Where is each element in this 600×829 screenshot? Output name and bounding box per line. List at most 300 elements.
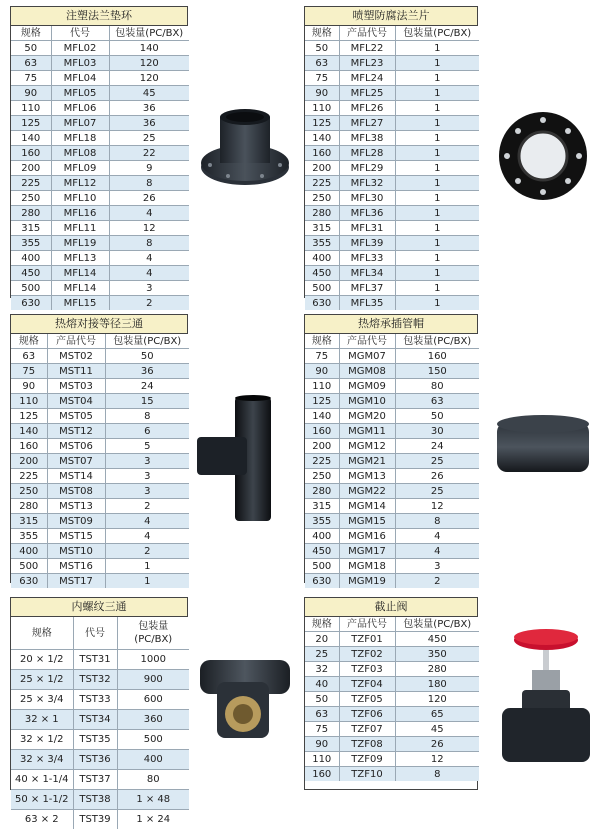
table-cell: 12	[395, 752, 479, 767]
table-cell: 125	[11, 409, 47, 424]
table-cell: 32 × 1/2	[11, 730, 73, 750]
table-row	[305, 484, 479, 499]
table-cell: MGM07	[339, 349, 395, 364]
table-cell: 75	[305, 71, 339, 86]
table-cell: 32 × 1	[11, 710, 73, 730]
spec-table	[305, 26, 479, 310]
table-cell: MFL16	[51, 206, 109, 221]
table-cell: MGM09	[339, 379, 395, 394]
column-header: 规格	[11, 617, 73, 650]
column-header: 规格	[305, 334, 339, 349]
section-title: 内螺纹三通	[11, 598, 187, 617]
table-cell: 45	[109, 86, 189, 101]
table-row	[305, 349, 479, 364]
table-cell: MFL35	[339, 296, 395, 311]
table-cell: TZF03	[339, 662, 395, 677]
table-row	[11, 514, 189, 529]
table-row	[305, 574, 479, 589]
table-cell: 225	[11, 469, 47, 484]
table-row	[305, 544, 479, 559]
table-cell: 3	[395, 559, 479, 574]
table-cell: 32 × 3/4	[11, 750, 73, 770]
table-cell: MFL03	[51, 56, 109, 71]
table-cell: 50	[105, 349, 189, 364]
table-cell: MFL25	[339, 86, 395, 101]
spec-table	[11, 26, 189, 310]
table-cell: 250	[11, 484, 47, 499]
table-cell: 12	[395, 499, 479, 514]
table-cell: 400	[305, 251, 339, 266]
table-cell: 250	[305, 191, 339, 206]
table-cell: MFL26	[339, 101, 395, 116]
table-row	[305, 514, 479, 529]
table-cell: 4	[395, 529, 479, 544]
section-title: 热熔承插管帽	[305, 315, 477, 334]
table-cell: 160	[305, 146, 339, 161]
table-row	[305, 529, 479, 544]
table-cell: TZF08	[339, 737, 395, 752]
table-cell: 600	[117, 690, 189, 710]
table-cell: 1	[395, 206, 479, 221]
table-cell: 20 × 1/2	[11, 650, 73, 670]
column-header: 代号	[51, 26, 109, 41]
table-cell: MFL10	[51, 191, 109, 206]
table-cell: 36	[105, 364, 189, 379]
table-cell: TST37	[73, 770, 117, 790]
table-cell: 36	[109, 101, 189, 116]
table-row	[11, 41, 189, 56]
table-cell: MFL18	[51, 131, 109, 146]
table-cell: MFL02	[51, 41, 109, 56]
table-cell: MGM18	[339, 559, 395, 574]
table-cell: 500	[117, 730, 189, 750]
table-cell: TST33	[73, 690, 117, 710]
column-header: 包装量(PC/BX)	[109, 26, 189, 41]
table-coated-flange	[304, 6, 478, 298]
table-cell: 75	[11, 364, 47, 379]
table-cell: MST06	[47, 439, 105, 454]
table-cell: 200	[11, 454, 47, 469]
table-cell: 30	[395, 424, 479, 439]
table-cell: 1000	[117, 650, 189, 670]
table-cell: 225	[11, 176, 51, 191]
table-row	[305, 221, 479, 236]
column-header: 包装量(PC/BX)	[395, 26, 479, 41]
table-cell: 1	[395, 191, 479, 206]
table-cell: 63	[11, 56, 51, 71]
flange-ring-photo	[198, 105, 293, 200]
table-cell: 25	[109, 131, 189, 146]
table-row	[305, 86, 479, 101]
table-cell: 25 × 1/2	[11, 670, 73, 690]
table-cell: 200	[305, 439, 339, 454]
table-cell: 280	[11, 499, 47, 514]
table-cell: 8	[109, 236, 189, 251]
table-row	[305, 454, 479, 469]
table-cell: MST08	[47, 484, 105, 499]
table-cell: MFL30	[339, 191, 395, 206]
table-cell: 280	[11, 206, 51, 221]
table-cell: 200	[11, 161, 51, 176]
table-cell: 5	[105, 439, 189, 454]
table-row	[305, 692, 479, 707]
table-cell: 1	[395, 116, 479, 131]
table-header-row	[305, 334, 479, 349]
table-cell: 225	[305, 454, 339, 469]
table-row	[305, 101, 479, 116]
table-row	[11, 221, 189, 236]
table-cell: 450	[11, 266, 51, 281]
table-row	[11, 296, 189, 311]
table-cell: 80	[117, 770, 189, 790]
table-cell: 200	[305, 161, 339, 176]
column-header: 产品代号	[339, 617, 395, 632]
table-cell: 2	[395, 574, 479, 589]
table-cell: MFL27	[339, 116, 395, 131]
table-cell: 3	[105, 469, 189, 484]
table-cell: 140	[305, 409, 339, 424]
table-row	[11, 191, 189, 206]
table-cell: 50	[305, 692, 339, 707]
table-cell: 160	[11, 146, 51, 161]
table-cell: MFL11	[51, 221, 109, 236]
table-cell: 63	[305, 707, 339, 722]
table-row	[11, 559, 189, 574]
table-cell: 110	[305, 379, 339, 394]
table-cell: MST11	[47, 364, 105, 379]
table-cell: 90	[11, 379, 47, 394]
table-row	[305, 379, 479, 394]
table-cell: MST03	[47, 379, 105, 394]
column-header: 代号	[73, 617, 117, 650]
table-row	[11, 176, 189, 191]
table-cell: 630	[11, 296, 51, 311]
table-cell: MFL28	[339, 146, 395, 161]
table-cell: TZF09	[339, 752, 395, 767]
table-cell: MFL31	[339, 221, 395, 236]
table-row	[305, 206, 479, 221]
table-header-row	[11, 26, 189, 41]
table-cell: 26	[395, 737, 479, 752]
table-row	[11, 770, 189, 790]
table-stop-valve	[304, 597, 478, 790]
table-cell: 50	[305, 41, 339, 56]
table-cell: 120	[395, 692, 479, 707]
table-cell: MST10	[47, 544, 105, 559]
table-cell: 500	[11, 559, 47, 574]
table-row	[11, 650, 189, 670]
table-cell: 8	[395, 514, 479, 529]
table-cell: 125	[305, 394, 339, 409]
table-row	[305, 116, 479, 131]
table-row	[11, 710, 189, 730]
section-title: 截止阀	[305, 598, 477, 617]
table-cell: 12	[109, 221, 189, 236]
table-row	[305, 251, 479, 266]
table-cell: 400	[117, 750, 189, 770]
table-cell: 360	[117, 710, 189, 730]
table-cell: 400	[11, 544, 47, 559]
table-cell: 45	[395, 722, 479, 737]
table-cell: TZF10	[339, 767, 395, 782]
table-row	[11, 439, 189, 454]
table-cell: 120	[109, 71, 189, 86]
table-cell: TZF04	[339, 677, 395, 692]
table-cell: 1	[395, 266, 479, 281]
table-cell: MFL15	[51, 296, 109, 311]
table-header-row	[305, 26, 479, 41]
table-cell: MGM22	[339, 484, 395, 499]
table-cell: MGM12	[339, 439, 395, 454]
table-row	[11, 454, 189, 469]
table-cell: MFL39	[339, 236, 395, 251]
table-cell: MGM13	[339, 469, 395, 484]
table-row	[11, 251, 189, 266]
table-cell: MST09	[47, 514, 105, 529]
table-butt-fusion-tee	[10, 314, 188, 583]
table-cell: 4	[105, 514, 189, 529]
table-cell: TST32	[73, 670, 117, 690]
table-cell: MFL24	[339, 71, 395, 86]
table-cell: MFL33	[339, 251, 395, 266]
table-row	[11, 56, 189, 71]
table-row	[305, 499, 479, 514]
table-cell: MFL05	[51, 86, 109, 101]
table-row	[11, 116, 189, 131]
table-cell: 8	[109, 176, 189, 191]
table-cell: 1	[105, 574, 189, 589]
table-cell: TST36	[73, 750, 117, 770]
table-cell: 125	[11, 116, 51, 131]
table-cell: TZF02	[339, 647, 395, 662]
table-row	[11, 86, 189, 101]
table-row	[11, 469, 189, 484]
table-row	[11, 529, 189, 544]
table-cell: 1	[395, 131, 479, 146]
table-cell: 4	[395, 544, 479, 559]
table-cell: 280	[305, 484, 339, 499]
table-cell: 110	[11, 101, 51, 116]
table-row	[11, 499, 189, 514]
table-cell: 2	[109, 296, 189, 311]
table-cell: 1 × 48	[117, 790, 189, 810]
table-cell: 20	[305, 632, 339, 647]
table-cell: 4	[109, 206, 189, 221]
table-cell: 355	[11, 529, 47, 544]
table-cell: TST34	[73, 710, 117, 730]
table-cell: 355	[305, 514, 339, 529]
table-cell: MFL14	[51, 266, 109, 281]
table-cell: 315	[305, 499, 339, 514]
table-cell: 1	[395, 41, 479, 56]
table-cell: MFL07	[51, 116, 109, 131]
table-cell: 630	[305, 296, 339, 311]
table-row	[11, 379, 189, 394]
table-cell: TST31	[73, 650, 117, 670]
table-cell: 1	[105, 559, 189, 574]
table-cell: 1	[395, 251, 479, 266]
table-header-row	[305, 617, 479, 632]
table-row	[11, 101, 189, 116]
table-cell: 500	[11, 281, 51, 296]
table-cell: TST35	[73, 730, 117, 750]
table-cell: 25	[305, 647, 339, 662]
column-header: 产品代号	[47, 334, 105, 349]
table-cell: MGM17	[339, 544, 395, 559]
table-cell: 120	[109, 56, 189, 71]
table-cell: MGM15	[339, 514, 395, 529]
table-cell: 180	[395, 677, 479, 692]
table-cell: 4	[105, 529, 189, 544]
table-row	[305, 632, 479, 647]
table-cell: 26	[395, 469, 479, 484]
table-cell: 2	[105, 544, 189, 559]
table-cell: 6	[105, 424, 189, 439]
table-row	[305, 71, 479, 86]
table-cell: MFL29	[339, 161, 395, 176]
table-cell: 50 × 1-1/2	[11, 790, 73, 810]
table-cell: 1	[395, 176, 479, 191]
table-cell: MFL23	[339, 56, 395, 71]
table-cell: 36	[109, 116, 189, 131]
coated-flange-photo	[497, 110, 589, 202]
table-row	[11, 131, 189, 146]
table-header-row	[11, 334, 189, 349]
table-cell: 1	[395, 86, 479, 101]
table-cell: MST16	[47, 559, 105, 574]
table-row	[11, 266, 189, 281]
table-cell: 63	[305, 56, 339, 71]
table-cell: 1	[395, 56, 479, 71]
table-cell: 90	[305, 364, 339, 379]
table-cell: 250	[11, 191, 51, 206]
table-cell: 50	[11, 41, 51, 56]
table-cell: 40 × 1-1/4	[11, 770, 73, 790]
table-row	[305, 469, 479, 484]
spec-table	[11, 617, 189, 829]
table-cell: 50	[395, 409, 479, 424]
table-row	[11, 71, 189, 86]
table-cell: 32	[305, 662, 339, 677]
table-cell: 1	[395, 101, 479, 116]
table-cell: MST15	[47, 529, 105, 544]
table-cell: 140	[109, 41, 189, 56]
column-header: 包装量(PC/BX)	[395, 334, 479, 349]
table-cell: 125	[305, 116, 339, 131]
table-cell: 3	[105, 454, 189, 469]
table-cell: MFL09	[51, 161, 109, 176]
spec-table	[11, 334, 189, 588]
table-cell: 280	[305, 206, 339, 221]
table-row	[305, 752, 479, 767]
column-header: 包装量(PC/BX)	[105, 334, 189, 349]
table-cell: 630	[305, 574, 339, 589]
table-cell: 160	[395, 349, 479, 364]
column-header: 包装量(PC/BX)	[395, 617, 479, 632]
table-row	[305, 722, 479, 737]
table-cell: 26	[109, 191, 189, 206]
table-cell: 24	[105, 379, 189, 394]
table-socket-cap	[304, 314, 478, 583]
table-cell: 315	[305, 221, 339, 236]
table-row	[305, 161, 479, 176]
table-cell: TZF01	[339, 632, 395, 647]
table-row	[305, 146, 479, 161]
table-row	[305, 236, 479, 251]
table-row	[305, 662, 479, 677]
table-row	[11, 349, 189, 364]
table-cell: 22	[109, 146, 189, 161]
table-row	[305, 41, 479, 56]
table-cell: MST12	[47, 424, 105, 439]
table-row	[305, 767, 479, 782]
table-row	[11, 730, 189, 750]
column-header: 规格	[305, 617, 339, 632]
table-flange-gasket-ring	[10, 6, 188, 298]
table-cell: MST07	[47, 454, 105, 469]
table-cell: 75	[305, 349, 339, 364]
column-header: 规格	[11, 26, 51, 41]
table-cell: 90	[11, 86, 51, 101]
table-row	[305, 281, 479, 296]
table-cell: 450	[305, 266, 339, 281]
table-cell: MFL06	[51, 101, 109, 116]
table-cell: 40	[305, 677, 339, 692]
table-cell: TST39	[73, 810, 117, 829]
table-cell: 900	[117, 670, 189, 690]
table-cell: 250	[305, 469, 339, 484]
table-cell: MFL38	[339, 131, 395, 146]
table-row	[305, 707, 479, 722]
table-row	[305, 737, 479, 752]
table-female-thread-tee	[10, 597, 188, 790]
table-cell: 1	[395, 146, 479, 161]
table-row	[11, 544, 189, 559]
table-cell: MFL12	[51, 176, 109, 191]
table-row	[305, 176, 479, 191]
table-cell: 315	[11, 514, 47, 529]
table-cell: MFL37	[339, 281, 395, 296]
table-cell: MFL14	[51, 281, 109, 296]
table-cell: 500	[305, 559, 339, 574]
table-cell: 15	[105, 394, 189, 409]
table-row	[11, 281, 189, 296]
table-cell: MST14	[47, 469, 105, 484]
table-row	[305, 266, 479, 281]
table-row	[305, 409, 479, 424]
column-header: 产品代号	[339, 334, 395, 349]
table-cell: 8	[395, 767, 479, 782]
table-cell: 1 × 24	[117, 810, 189, 829]
table-cell: MFL08	[51, 146, 109, 161]
threaded-tee-photo	[195, 652, 295, 742]
table-row	[11, 236, 189, 251]
table-row	[11, 409, 189, 424]
table-cell: MST17	[47, 574, 105, 589]
table-cell: 1	[395, 236, 479, 251]
table-cell: 4	[109, 266, 189, 281]
table-cell: 8	[105, 409, 189, 424]
table-cell: TZF05	[339, 692, 395, 707]
table-cell: 160	[11, 439, 47, 454]
table-row	[11, 146, 189, 161]
table-cell: 25	[395, 484, 479, 499]
table-cell: MGM14	[339, 499, 395, 514]
table-row	[11, 394, 189, 409]
table-row	[305, 559, 479, 574]
table-row	[11, 574, 189, 589]
table-cell: MGM19	[339, 574, 395, 589]
